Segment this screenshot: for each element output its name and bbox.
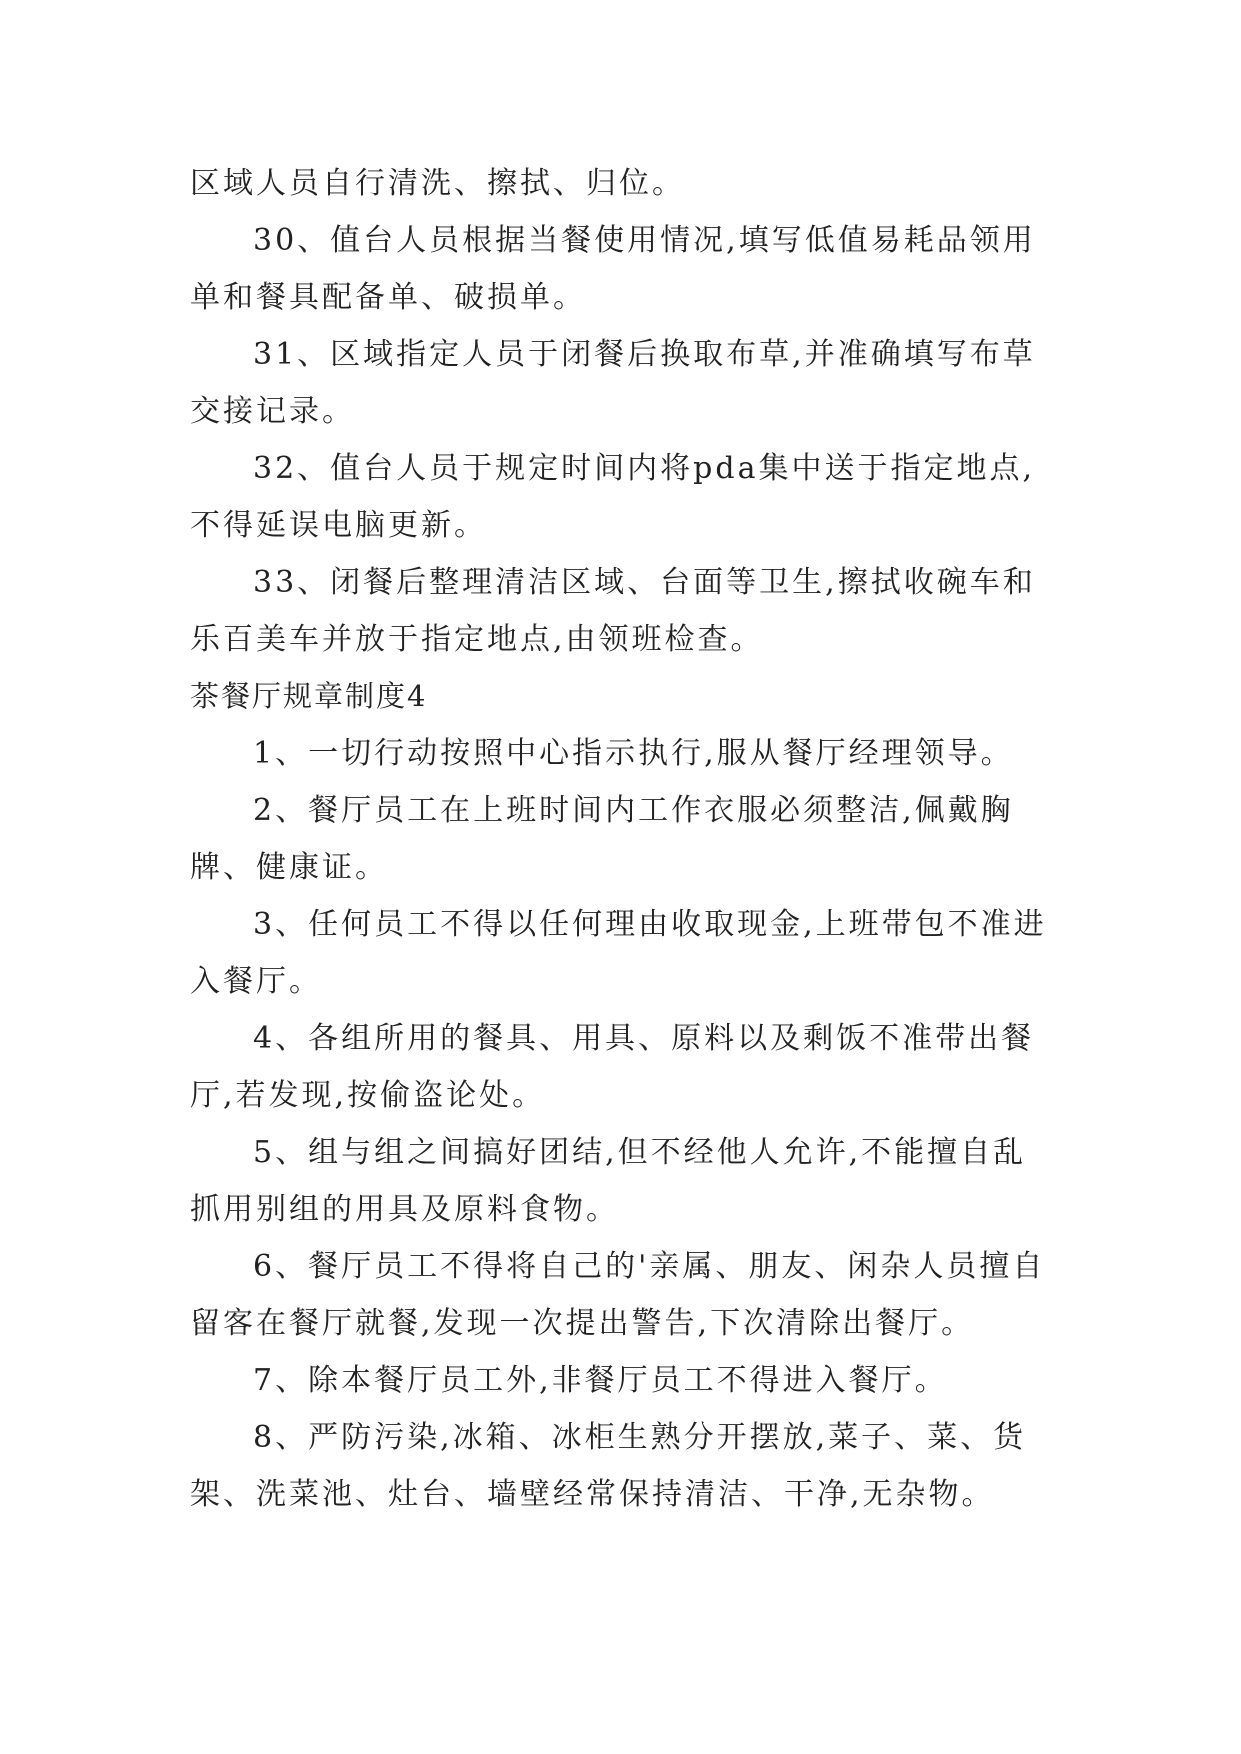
paragraph: 6、餐厅员工不得将自己的'亲属、朋友、闲杂人员擅自留客在餐厅就餐,发现一次提出警告,下次清除出餐厅。 (190, 1249, 1046, 1341)
paragraph: 1、一切行动按照中心指示执行,服从餐厅经理领导。 (253, 736, 1014, 771)
paragraph: 30、值台人员根据当餐使用情况,填写低值易耗品领用单和餐具配备单、破损单。 (190, 223, 1036, 315)
paragraph: 4、各组所用的餐具、用具、原料以及剩饭不准带出餐厅,若发现,按偷盗论处。 (190, 1021, 1035, 1113)
section-heading: 茶餐厅规章制度4 (190, 679, 428, 713)
paragraph: 5、组与组之间搞好团结,但不经他人允许,不能擅自乱抓用别组的用具及原料食物。 (190, 1135, 1027, 1227)
paragraph: 区域人员自行清洗、擦拭、归位。 (190, 166, 685, 201)
paragraph: 3、任何员工不得以任何理由收取现金,上班带包不准进入餐厅。 (190, 907, 1047, 999)
paragraph: 32、值台人员于规定时间内将pda集中送于指定地点,不得延误电脑更新。 (190, 451, 1036, 543)
paragraph: 33、闭餐后整理清洁区域、台面等卫生,擦拭收碗车和乐百美车并放于指定地点,由领班检查。 (190, 565, 1036, 657)
paragraph: 8、严防污染,冰箱、冰柜生熟分开摆放,菜子、菜、货架、洗菜池、灶台、墙壁经常保持清洁、干净,无杂物。 (190, 1420, 1027, 1512)
document-body (190, 155, 1050, 1523)
paragraph: 7、除本餐厅员工外,非餐厅员工不得进入餐厅。 (253, 1363, 948, 1398)
paragraph: 2、餐厅员工在上班时间内工作衣服必须整洁,佩戴胸牌、健康证。 (190, 793, 1014, 885)
paragraph: 31、区域指定人员于闭餐后换取布草,并准确填写布草交接记录。 (190, 337, 1036, 429)
